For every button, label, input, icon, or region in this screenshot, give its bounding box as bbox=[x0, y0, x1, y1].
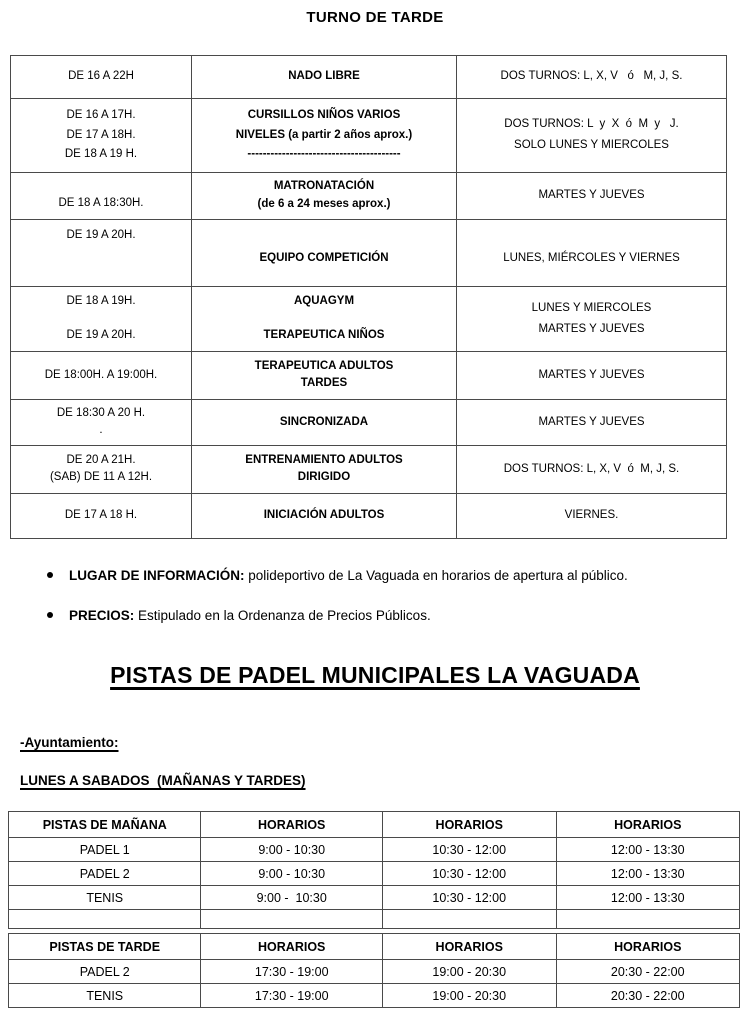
cell-line: DE 18 A 19H. bbox=[66, 295, 136, 307]
empty-row bbox=[9, 909, 739, 928]
header-cell: HORARIOS bbox=[382, 934, 556, 959]
activity-cell bbox=[191, 173, 456, 219]
padel-afternoon-table bbox=[8, 933, 740, 1008]
time-cell bbox=[11, 220, 191, 286]
cell-line: TERAPEUTICA NIÑOS bbox=[263, 329, 385, 342]
cell-line: SOLO LUNES Y MIERCOLES bbox=[514, 139, 669, 151]
time-slot-cell: 20:30 - 22:00 bbox=[556, 984, 740, 1007]
days-cell bbox=[456, 352, 726, 399]
bullet-text bbox=[69, 566, 717, 586]
time-slot-cell: 10:30 - 12:00 bbox=[382, 886, 556, 909]
time-slot-cell: 9:00 - 10:30 bbox=[200, 862, 382, 885]
header-cell: PISTAS DE TARDE bbox=[49, 939, 161, 954]
table-row bbox=[11, 98, 726, 172]
time-cell bbox=[11, 173, 191, 219]
activity-cell bbox=[191, 446, 456, 493]
time-slot-cell: 9:00 - 10:30 bbox=[200, 838, 382, 861]
table-row bbox=[9, 983, 739, 1007]
table-row bbox=[9, 837, 739, 861]
cell-line: DIRIGIDO bbox=[297, 471, 351, 484]
cell-line: ---------------------------------------- bbox=[247, 148, 401, 161]
cell-line: DOS TURNOS: L, X, V ó M, J, S. bbox=[500, 70, 683, 83]
schedule-table bbox=[10, 55, 727, 539]
time-cell bbox=[11, 446, 191, 493]
cell-line: MARTES Y JUEVES bbox=[538, 322, 645, 335]
table-row bbox=[11, 493, 726, 538]
table-row bbox=[11, 445, 726, 493]
cell-line: MARTES Y JUEVES bbox=[538, 415, 645, 428]
cell-line: TERAPEUTICA ADULTOS bbox=[254, 359, 394, 372]
activity-cell bbox=[191, 287, 456, 351]
time-cell bbox=[11, 352, 191, 399]
bullet-body: Estipulado en la Ordenanza de Precios Públicos. bbox=[134, 607, 431, 623]
days-cell bbox=[456, 173, 726, 219]
days-cell bbox=[456, 494, 726, 538]
time-cell bbox=[11, 494, 191, 538]
table-row bbox=[9, 959, 739, 983]
info-bullets bbox=[47, 566, 750, 625]
cell-line: VIERNES. bbox=[564, 509, 619, 522]
activity-cell bbox=[191, 352, 456, 399]
cell-line: DE 17 A 18H. bbox=[66, 128, 136, 141]
activity-cell bbox=[191, 400, 456, 445]
cell-line: DE 17 A 18 H. bbox=[64, 509, 138, 522]
days-cell bbox=[456, 287, 726, 351]
cell-line: MARTES Y JUEVES bbox=[538, 189, 645, 202]
activity-cell bbox=[191, 99, 456, 172]
table-row bbox=[9, 885, 739, 909]
time-slot-cell: 17:30 - 19:00 bbox=[200, 960, 382, 983]
cell-line: LUNES Y MIERCOLES bbox=[531, 301, 652, 314]
time-slot-cell: 12:00 - 13:30 bbox=[556, 862, 740, 885]
cell-line: . bbox=[99, 424, 103, 437]
activity-cell bbox=[191, 220, 456, 286]
bullet-body: polideportivo de La Vaguada en horarios de apertura al público. bbox=[244, 568, 628, 583]
days-cell bbox=[456, 56, 726, 98]
padel-subheading-days: LUNES A SABADOS (MAÑANAS Y TARDES) bbox=[20, 773, 306, 789]
table-row bbox=[11, 56, 726, 98]
time-slot-cell: 12:00 - 13:30 bbox=[556, 838, 740, 861]
header-cell: HORARIOS bbox=[556, 934, 740, 959]
time-cell bbox=[11, 400, 191, 445]
table-row bbox=[11, 286, 726, 351]
cell-line: LUNES, MIÉRCOLES Y VIERNES bbox=[503, 252, 680, 265]
time-cell bbox=[11, 56, 191, 98]
days-cell bbox=[456, 400, 726, 445]
days-cell bbox=[456, 446, 726, 493]
bullet-icon bbox=[47, 612, 53, 618]
cell-line: MARTES Y JUEVES bbox=[538, 368, 645, 381]
cell-line: DOS TURNOS: L, X, V ó M, J, S. bbox=[503, 462, 680, 475]
table-header-row bbox=[9, 934, 739, 959]
empty-cell bbox=[382, 910, 556, 928]
time-cell bbox=[11, 287, 191, 351]
bullet-label: PRECIOS: bbox=[69, 607, 135, 623]
cell-line: DE 18 A 18:30H. bbox=[58, 197, 144, 210]
time-slot-cell: 10:30 - 12:00 bbox=[382, 838, 556, 861]
padel-subheading-ayuntamiento: -Ayuntamiento: bbox=[20, 735, 119, 751]
cell-line: TARDES bbox=[300, 377, 348, 390]
time-slot-cell: 17:30 - 19:00 bbox=[200, 984, 382, 1007]
cell-line: ENTRENAMIENTO ADULTOS bbox=[245, 453, 403, 466]
time-slot-cell: 20:30 - 22:00 bbox=[556, 960, 740, 983]
cell-line: DE 18 A 19 H. bbox=[64, 148, 138, 161]
header-cell: HORARIOS bbox=[200, 812, 382, 837]
cell-line: DE 20 A 21H. bbox=[66, 453, 136, 466]
cell-line: (SAB) DE 11 A 12H. bbox=[49, 471, 153, 484]
empty-cell bbox=[556, 910, 740, 928]
bullet-icon bbox=[47, 572, 53, 578]
court-cell: TENIS bbox=[86, 988, 124, 1003]
cell-line: NADO LIBRE bbox=[288, 70, 360, 83]
table-row bbox=[11, 172, 726, 219]
table-row bbox=[9, 861, 739, 885]
table-row bbox=[11, 399, 726, 445]
time-slot-cell: 19:00 - 20:30 bbox=[382, 984, 556, 1007]
court-cell: PADEL 2 bbox=[79, 866, 130, 881]
bullet-label: LUGAR DE INFORMACIÓN: bbox=[69, 568, 245, 583]
bullet-info-location bbox=[47, 566, 750, 586]
header-cell: HORARIOS bbox=[200, 934, 382, 959]
bullet-text bbox=[69, 606, 717, 626]
page-title: TURNO DE TARDE bbox=[306, 9, 444, 26]
empty-cell bbox=[9, 910, 200, 928]
court-cell: PADEL 1 bbox=[79, 842, 130, 857]
cell-line: NIVELES (a partir 2 años aprox.) bbox=[235, 128, 413, 141]
activity-cell bbox=[191, 56, 456, 98]
cell-line: DE 18:30 A 20 H. bbox=[56, 407, 146, 420]
cell-line: CURSILLOS NIÑOS VARIOS bbox=[247, 108, 401, 121]
cell-line: INICIACIÓN ADULTOS bbox=[263, 509, 385, 522]
header-cell: PISTAS DE MAÑANA bbox=[42, 817, 167, 832]
cell-line: DE 18:00H. A 19:00H. bbox=[44, 368, 158, 381]
cell-line: MATRONATACIÓN bbox=[273, 180, 375, 193]
time-slot-cell: 10:30 - 12:00 bbox=[382, 862, 556, 885]
cell-line: DE 19 A 20H. bbox=[66, 229, 136, 241]
cell-line: DOS TURNOS: L y X ó M y J. bbox=[504, 118, 679, 131]
time-slot-cell: 12:00 - 13:30 bbox=[556, 886, 740, 909]
cell-line: (de 6 a 24 meses aprox.) bbox=[257, 197, 391, 210]
padel-morning-table bbox=[8, 811, 740, 929]
time-slot-cell: 19:00 - 20:30 bbox=[382, 960, 556, 983]
table-row bbox=[11, 219, 726, 286]
activity-cell bbox=[191, 494, 456, 538]
bullet-prices bbox=[47, 606, 750, 626]
cell-line: DE 16 A 17H. bbox=[66, 108, 136, 121]
empty-cell bbox=[200, 910, 382, 928]
padel-section-heading: PISTAS DE PADEL MUNICIPALES LA VAGUADA bbox=[110, 662, 640, 689]
court-cell: PADEL 2 bbox=[79, 964, 130, 979]
table-row bbox=[11, 351, 726, 399]
days-cell bbox=[456, 220, 726, 286]
cell-line: SINCRONIZADA bbox=[279, 415, 369, 428]
court-cell: TENIS bbox=[86, 890, 124, 905]
time-slot-cell: 9:00 - 10:30 bbox=[200, 886, 382, 909]
cell-line: DE 16 A 22H bbox=[68, 70, 134, 83]
cell-line: DE 19 A 20H. bbox=[66, 329, 136, 342]
header-cell: HORARIOS bbox=[556, 812, 740, 837]
days-cell bbox=[456, 99, 726, 172]
cell-line: AQUAGYM bbox=[293, 295, 355, 307]
time-cell bbox=[11, 99, 191, 172]
header-cell: HORARIOS bbox=[382, 812, 556, 837]
cell-line: EQUIPO COMPETICIÓN bbox=[259, 252, 389, 265]
table-header-row bbox=[9, 812, 739, 837]
